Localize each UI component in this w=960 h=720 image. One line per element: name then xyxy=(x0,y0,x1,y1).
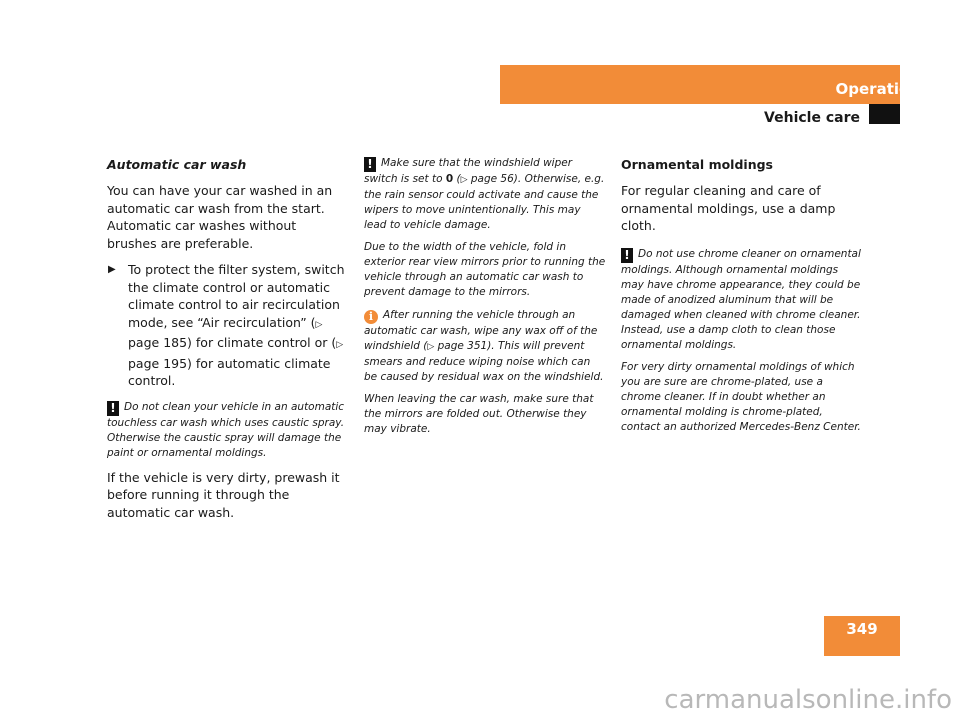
car-wash-intro-paragraph: You can have your car washed in an automatic car wash from the start. Automatic car washes without brushes are preferable. xyxy=(107,183,333,251)
moldings-intro-paragraph: For regular cleaning and care of ornamental moldings, use a damp cloth. xyxy=(621,183,836,233)
wax-info-note xyxy=(364,308,606,437)
caustic-spray-warning-text: Do not clean your vehicle in an automatic touchless car wash which uses caustic spray. Otherwise the caustic spray will damage the paint or ornamental moldings. xyxy=(107,400,345,459)
page-reference-triangle-icon: ▷ xyxy=(315,319,323,330)
page-reference-triangle-icon: ▷ xyxy=(427,342,435,352)
chrome-cleaner-warning-note xyxy=(621,247,863,435)
info-icon: i xyxy=(364,310,378,324)
wiper-warning-note xyxy=(364,156,606,300)
wiper-warning-text-b: ( xyxy=(453,173,461,185)
wiper-warning-text-c: page 56). Otherwise, e.g. the rain sensor could activate and cause the wipers to move unintentionally. This may lead to vehicle damage. xyxy=(364,173,605,231)
filter-system-instruction xyxy=(107,261,349,390)
page-reference-triangle-icon: ▷ xyxy=(336,340,344,350)
triangle-right-icon: ▶ xyxy=(108,264,116,275)
wiper-warning-text-a: Make sure that the windshield wiper switch is set to xyxy=(364,157,573,185)
prewash-paragraph: If the vehicle is very dirty, prewash it before running it through the automatic car wash. xyxy=(107,469,340,520)
leaving-car-wash-paragraph: When leaving the car wash, make sure that the mirrors are folded out. Otherwise they may vibrate. xyxy=(364,393,594,435)
automatic-car-wash-heading: Automatic car wash xyxy=(107,157,247,172)
ornamental-moldings-heading: Ornamental moldings xyxy=(621,157,773,172)
exclamation-icon: ! xyxy=(621,248,633,263)
chrome-cleaner-paragraph-1 xyxy=(621,247,863,353)
wax-info-text-b: page 351). This will prevent smears and reduce wiping noise which can be caused by residual wax on the windshield. xyxy=(364,340,604,383)
instruction-text-c: page 195) for automatic climate control. xyxy=(128,355,331,388)
exclamation-icon: ! xyxy=(364,157,376,172)
mirror-fold-paragraph: Due to the width of the vehicle, fold in exterior rear view mirrors prior to running the vehicle through an automatic car wash to prevent damage to the mirrors. xyxy=(364,241,606,298)
caustic-spray-warning-note xyxy=(107,400,349,461)
middle-column xyxy=(364,156,606,445)
exclamation-icon: ! xyxy=(107,401,119,416)
wax-info-text-a: After running the vehicle through an automatic car wash, wipe any wax off of the windshield ( xyxy=(364,309,598,352)
header-tab-marker xyxy=(869,104,900,124)
section-title: Operation xyxy=(835,80,920,98)
chrome-cleaner-paragraph-2: For very dirty ornamental moldings of which you are sure are chrome-plated, use a chrome cleaner. If in doubt whether an ornamental molding is chrome-plated, contact an authorized Mercedes-Benz Center. xyxy=(621,360,861,433)
wiper-warning-paragraph xyxy=(364,156,606,233)
instruction-text-b: page 185) for climate control or ( xyxy=(128,335,337,350)
watermark: carmanualsonline.info xyxy=(664,685,952,715)
right-column xyxy=(621,156,863,443)
subsection-title: Vehicle care xyxy=(764,110,860,126)
page-number-box xyxy=(824,616,900,656)
wiper-switch-position: 0 xyxy=(445,173,454,185)
wax-info-paragraph xyxy=(364,308,606,385)
chrome-cleaner-text-1: Do not use chrome cleaner on ornamental moldings. Although ornamental moldings may have chrome appearance, they could be made of anodized aluminum that will be damaged when cleaned with chrome cleaner. Instead, use a damp cloth to clean those ornamental moldings. xyxy=(621,247,861,351)
instruction-text-a: To protect the filter system, switch the climate control or automatic climate control to air recirculation mode, see “Air recirculation” ( xyxy=(128,262,345,330)
page-number: 349 xyxy=(846,620,878,638)
left-column xyxy=(107,156,349,530)
page-reference-triangle-icon: ▷ xyxy=(460,175,468,185)
